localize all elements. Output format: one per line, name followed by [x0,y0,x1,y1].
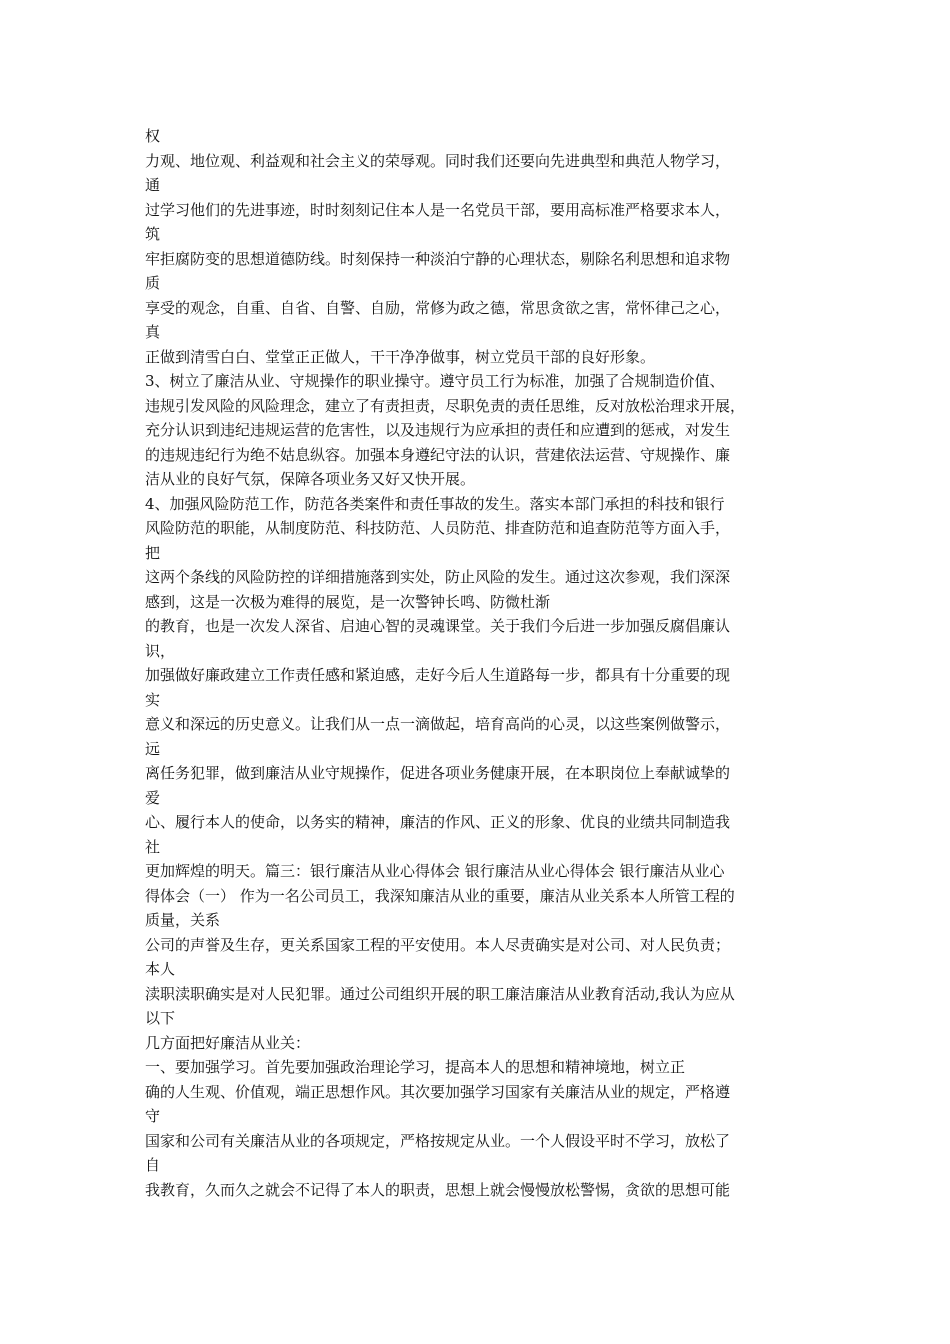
text-line: 意义和深远的历史意义。让我们从一点一滴做起，培育高尚的心灵，以这些案例做警示， [145,715,731,733]
text-line: 心、履行本人的使命，以务实的精神，廉洁的作风、正义的形象、优良的业绩共同制造我 [145,813,731,831]
text-line: 过学习他们的先进事迹，时时刻刻记住本人是一名党员干部，要用高标准严格要求本人， [145,200,731,219]
text-line: 筑 [145,225,161,243]
text-line: 牢拒腐防变的思想道德防线。时刻保持一种淡泊宁静的心理状态，剔除名利思想和追求物 [145,249,731,268]
text-line: 得体会（一） 作为一名公司员工，我深知廉洁从业的重要，廉洁从业关系本人所管工程的 [145,886,735,905]
text-line: 力观、地位观、利益观和社会主义的荣辱观。同时我们还要向先进典型和典范人物学习， [145,151,731,170]
text-line: 加强做好廉政建立工作责任感和紧迫感，走好今后人生道路每一步，都具有十分重要的现 [145,666,731,684]
document-body [145,124,810,1202]
text-line: 通 [145,176,161,194]
text-line: 洁从业的良好气氛，保障各项业务又好又快开展。 [145,470,476,488]
text-line: 违规引发风险的风险理念，建立了有责担责，尽职免责的责任思维，反对放松治理求开展， [145,396,746,415]
text-line: 实 [145,690,161,709]
text-line: 一、要加强学习。首先要加强政治理论学习，提高本人的思想和精神境地，树立正 [145,1058,686,1076]
text-line: 我教育，久而久之就会不记得了本人的职责，思想上就会慢慢放松警惕，贪欲的思想可能 [145,1180,731,1199]
text-line: 的违规违纪行为绝不姑息纵容。加强本身遵纪守法的认识，营建依法运营、守规操作、廉 [145,445,731,464]
text-line: 风险防范的职能，从制度防范、科技防范、人员防范、排查防范和追查防范等方面入手， [145,519,731,537]
text-line: 更加辉煌的明天。篇三：银行廉洁从业心得体会 银行廉洁从业心得体会 银行廉洁从业心 [145,862,725,880]
text-line: 质 [145,274,161,292]
text-line: 守 [145,1107,161,1125]
text-line: 确的人生观、价值观，端正思想作风。其次要加强学习国家有关廉洁从业的规定，严格遵 [145,1082,731,1101]
text-line: 真 [145,323,161,341]
text-line: 几方面把好廉洁从业关： [145,1033,311,1052]
text-line: 远 [145,739,161,758]
text-line: 把 [145,543,161,562]
text-line: 本人 [145,960,176,978]
text-line: 渎职渎职确实是对人民犯罪。通过公司组织开展的职工廉洁廉洁从业教育活动,我认为应从 [145,984,735,1003]
text-line: 充分认识到违纪违规运营的危害性，以及违规行为应承担的责任和应遭到的惩戒，对发生 [145,421,731,439]
text-line: 离任务犯罪，做到廉洁从业守规操作，促进各项业务健康开展，在本职岗位上奉献诚挚的 [145,764,731,782]
text-line: 4、加强风险防范工作，防范各类案件和责任事故的发生。落实本部门承担的科技和银行 [145,494,725,513]
text-line: 自 [145,1156,161,1174]
text-line: 质量，关系 [145,911,221,929]
text-line: 权 [145,127,161,145]
text-line: 的教育，也是一次发人深省、启迪心智的灵魂课堂。关于我们今后进一步加强反腐倡廉认 [145,617,731,635]
text-line: 社 [145,837,161,856]
text-line: 公司的声誉及生存，更关系国家工程的平安使用。本人尽责确实是对公司、对人民负责； [145,935,731,954]
text-line: 感到，这是一次极为难得的展览，是一次警钟长鸣、防微杜渐 [145,592,551,611]
text-line: 以下 [145,1009,176,1027]
text-line: 识， [145,641,176,660]
text-line: 享受的观念，自重、自省、自警、自励，常修为政之德，常思贪欲之害，常怀律己之心， [145,298,731,317]
text-line: 国家和公司有关廉洁从业的各项规定，严格按规定从业。一个人假设平时不学习，放松了 [145,1131,731,1150]
text-line: 这两个条线的风险防控的详细措施落到实处，防止风险的发生。通过这次参观，我们深深 [145,568,731,586]
text-line: 爱 [145,788,161,807]
text-line: 正做到清雪白白、堂堂正正做人，干干净净做事，树立党员干部的良好形象。 [145,347,656,366]
text-line: 3、树立了廉洁从业、守规操作的职业操守。遵守员工行为标准，加强了合规制造价值、 [145,372,725,390]
